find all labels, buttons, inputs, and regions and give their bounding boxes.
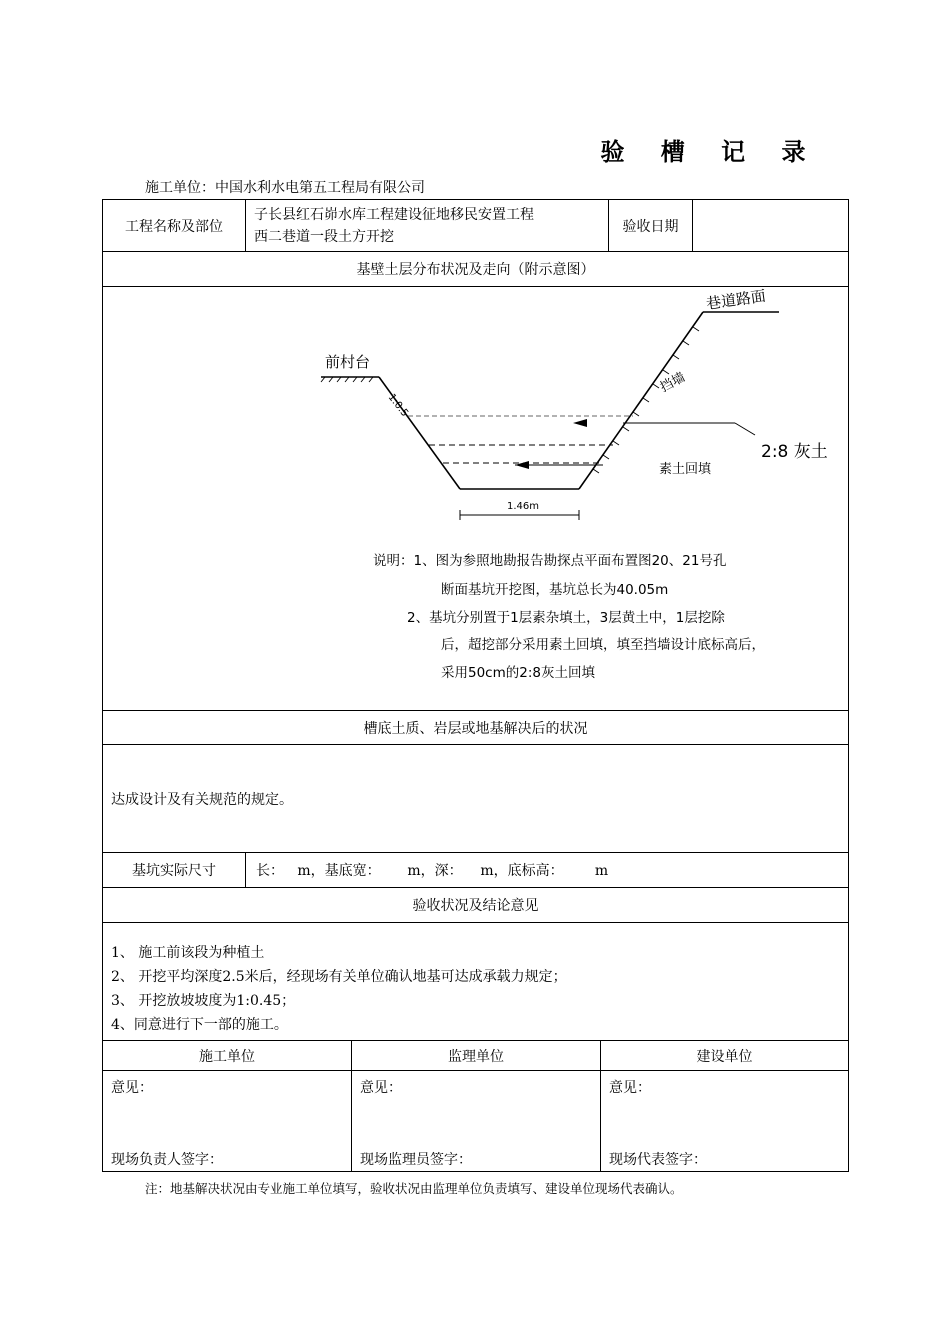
inspection-table — [102, 199, 849, 1172]
signoff-header-owner: 建设单位 — [600, 1041, 848, 1070]
right-top-label: 巷道路面 — [705, 287, 767, 313]
sketch-note-3: 2、基坑分别置于1层素杂填土，3层黄土中，1层挖除 — [407, 610, 725, 626]
lime-leader — [735, 423, 755, 435]
conclusion-item: 4、同意进行下一部的施工。 — [111, 1017, 288, 1033]
project-name-line2: 西二巷道一段土方开挖 — [254, 228, 394, 245]
footnote: 注：地基解决状况由专业施工单位填写，验收状况由监理单位负责填写、建设单位现场代表确认。 — [145, 1181, 683, 1196]
section3-header: 验收状况及结论意见 — [412, 898, 539, 914]
project-label: 工程名称及部位 — [125, 218, 223, 235]
right-slope-hatch — [593, 327, 699, 473]
date-value[interactable] — [692, 200, 848, 251]
signoff-header-construction: 施工单位 — [199, 1048, 255, 1065]
pit-dims[interactable]: 长： m，基底宽： m，深： m，底标高： m — [245, 853, 845, 887]
section2-text: 达成设计及有关规范的规定。 — [111, 791, 293, 808]
opinion-label: 意见： — [360, 1080, 402, 1096]
signature-label: 现场代表签字： — [609, 1152, 707, 1168]
conclusions-list — [111, 941, 567, 1037]
left-label: 前村台 — [325, 353, 371, 371]
signoff-construction[interactable] — [103, 1071, 351, 1171]
project-name — [245, 200, 608, 251]
section2-header: 槽底土质、岩层或地基解决后的状况 — [363, 720, 588, 737]
lime-label: 2:8 灰土 — [761, 442, 828, 462]
construction-unit-line: 施工单位：中国水利水电第五工程局有限公司 — [145, 180, 425, 196]
width-label: 1.46m — [507, 501, 540, 512]
section2-body-row — [103, 745, 848, 853]
signoff-body-row — [103, 1071, 848, 1171]
signoff-header-supervision: 监理单位 — [351, 1041, 600, 1070]
conclusion-item: 2、 开挖平均深度2.5米后，经现场有关单位确认地基可达成承载力规定； — [111, 969, 567, 985]
fill-label: 素土回填 — [659, 462, 712, 477]
fill-arrowhead — [515, 461, 529, 469]
excavation-sketch — [103, 287, 848, 711]
opinion-label: 意见： — [609, 1080, 651, 1096]
slope-label: 1:0.5 — [385, 392, 411, 420]
lime-arrowhead — [573, 419, 587, 427]
signoff-supervision[interactable] — [351, 1071, 600, 1171]
conclusion-item: 3、 开挖放坡坡度为1:0.45； — [111, 993, 296, 1009]
signature-label: 现场负责人签字： — [111, 1152, 223, 1168]
sketch-note-2: 断面基坑开挖图，基坑总长为40.05m — [441, 582, 669, 598]
section1-header: 基壁土层分布状况及走向（附示意图） — [356, 262, 595, 278]
sketch-note-5: 采用50cm的2:8灰土回填 — [441, 665, 595, 681]
project-row — [103, 200, 848, 252]
section1-header-row — [103, 252, 848, 287]
section3-header-row — [103, 888, 848, 923]
pit-label: 基坑实际尺寸 — [132, 863, 216, 879]
sketch-note-4: 后，超挖部分采用素土回填，填至挡墙设计底标高后， — [441, 637, 765, 653]
date-label: 验收日期 — [608, 200, 692, 251]
sketch-note-1: 说明：1、图为参照地勘报告勘探点平面布置图20、21号孔 — [373, 553, 727, 569]
sketch-row — [103, 287, 848, 711]
conclusions-row — [103, 923, 848, 1041]
project-name-line1: 子长县红石峁水库工程建设征地移民安置工程 — [254, 206, 534, 223]
signature-label: 现场监理员签字： — [360, 1152, 472, 1168]
page-title: 验 槽 记 录 — [600, 137, 820, 166]
signoff-header-row — [103, 1041, 848, 1071]
wall-label: 挡墙 — [657, 370, 688, 396]
pit-row — [103, 853, 848, 888]
signoff-owner[interactable] — [600, 1071, 848, 1171]
section2-header-row — [103, 711, 848, 745]
conclusion-item: 1、 施工前该段为种植土 — [111, 945, 265, 961]
opinion-label: 意见： — [111, 1080, 153, 1096]
